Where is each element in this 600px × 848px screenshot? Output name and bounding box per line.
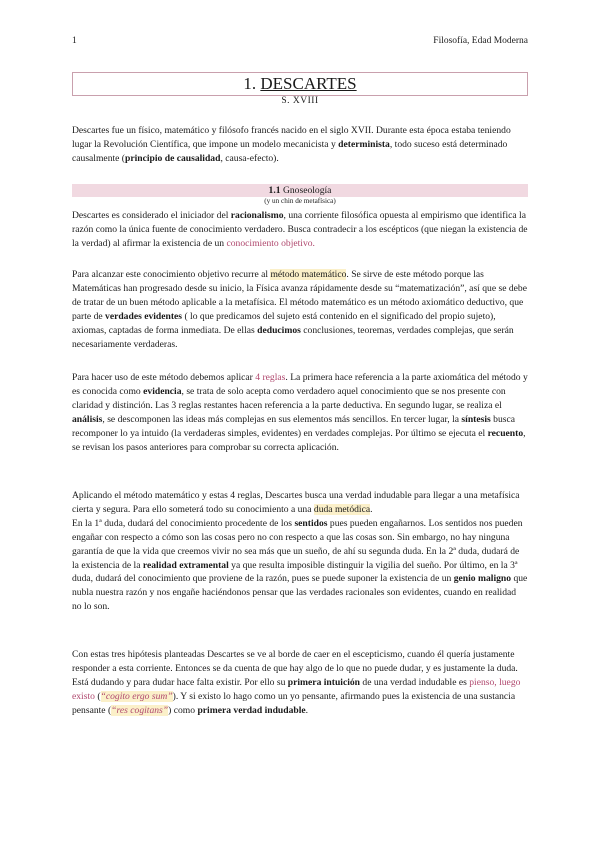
section-number: 1.1 xyxy=(268,185,281,196)
chapter-title xyxy=(72,72,528,96)
section-title: Gnoseología xyxy=(280,185,332,196)
chapter-number: 1. xyxy=(243,74,261,93)
paragraph-cogito: Con estas tres hipótesis planteadas Descartes se ve al borde de caer en el escepticismo, cuando él quería justamente responder a esta corriente. Entonces se da cuenta de que hay algo de lo que no puede dudar, y es justamente la duda. Está dudando y para dudar hace falta existir. Por ello su primera intuición de una verdad indudable es pienso, luego existo (“cogito ergo sum”). Y si existo lo hago como un yo pensante, afirmando pues la existencia de una sustancia pensante (“res cogitans”) como primera verdad indudable. xyxy=(72,649,521,716)
paragraph-cuatro-reglas: Para hacer uso de este método debemos aplicar 4 reglas. La primera hace referencia a la parte axiomática del método y es conocida como evidencia, se trata de solo acepta como verdadero aquel conocimiento que se nos presente con claridad y distinción. Las 3 reglas restantes hacen referencia a la parte deductiva. En segundo lugar, se realiza el análisis, se descomponen las ideas más complejas en sus elementos más sencillos. En tercer lugar, la síntesis busca recomponer lo ya intuido (la verdaderas simples, evidentes) en verdades complejas. Por último se ejecuta el recuento, se revisan los pasos anteriores para comprobar su correcta aplicación. xyxy=(72,372,528,453)
section-subtitle: (y un chin de metafísica) xyxy=(264,197,336,205)
page-number: 1 xyxy=(72,36,77,46)
section-heading xyxy=(72,184,528,197)
document-subject: Filosofía, Edad Moderna xyxy=(433,36,528,46)
paragraph-duda-metodica: Aplicando el método matemático y estas 4 reglas, Descartes busca una verdad indudable para llegar a una metafísica cierta y segura. Para ello someterá todo su conocimiento a una duda metódica. En la 1ª duda, dudará del conocimiento procedente de los sentidos pues pueden engañarnos. Los sentidos nos pueden engañar con respecto a cómo son las cosas pero no con respecto a que las cosas son. Sin embargo, no hay ninguna garantía de que la vida que creemos vivir no sea más que un sueño, de ahí su segunda duda. En la 2ª duda, dudará de la existencia de la realidad extramental ya que resulta imposible distinguir la vigilia del sueño. Por último, en la 3ª duda, dudará del conocimiento que proviene de la razón, pues se puede suponer la existencia de un genio maligno que nubla nuestra razón y nos engañe haciéndonos pensar que las verdades racionales son evidentes, cuando en realidad no lo son. xyxy=(72,490,528,613)
paragraph-racionalismo: Descartes es considerado el iniciador del racionalismo, una corriente filosófica opuesta al empirismo que identifica la razón como la única fuente de conocimiento verdadero. Busca contradecir a los escépticos (que niegan la existencia de la verdad) al afirmar la existencia de un conocimiento objetivo. xyxy=(72,210,528,249)
intro-paragraph: Descartes fue un físico, matemático y filósofo francés nacido en el siglo XVII. Durante esta época estaba teniendo lugar la Revolución Científica, que impone un modelo mecanicista y determinista, todo suceso está determinado causalmente (principio de causalidad, causa-efecto). xyxy=(72,125,511,164)
century-label: S. XVIII xyxy=(281,96,319,106)
paragraph-metodo-matematico: Para alcanzar este conocimiento objetivo recurre al método matemático. Se sirve de este método porque las Matemáticas han progresado desde su inicio, la Física avanza rápidamente desde su “matematización”, así que se debe de tratar de un buen método aplicable a la metafísica. El método matemático es un método axiomático deductivo, que parte de verdades evidentes ( lo que predicamos del sujeto está contenido en el significado del propio sujeto), axiomas, captadas de forma inmediata. De ellas deducimos conclusiones, teoremas, verdades complejas, que serán necesariamente verdaderas. xyxy=(72,269,527,350)
page-header xyxy=(72,36,528,50)
chapter-title-text: DESCARTES xyxy=(260,74,357,93)
